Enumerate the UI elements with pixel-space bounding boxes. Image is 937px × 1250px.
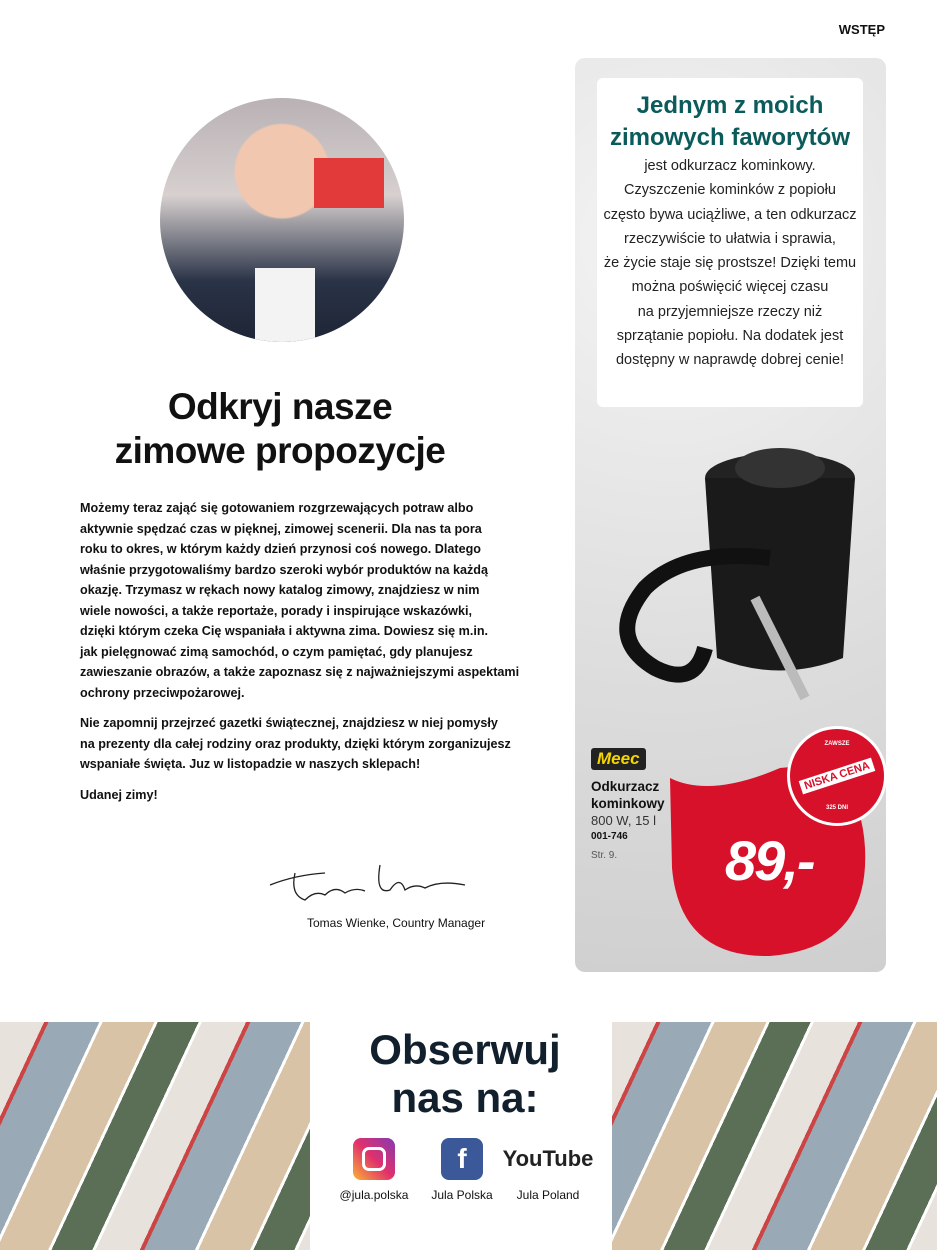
headline — [80, 385, 480, 473]
follow-title: Obserwuj nas na: — [369, 1026, 561, 1121]
product-page-ref: Str. 9. — [591, 850, 618, 861]
signer: Tomas Wienke, Country Manager — [307, 916, 486, 930]
instagram-icon — [353, 1138, 395, 1180]
text-line: często bywa uciążliwe, a ten odkurzacz — [603, 206, 857, 223]
text-line: jak pielęgnować zimą samochód, o czym pamiętać, gdy planujesz — [80, 644, 473, 659]
text-line: okazję. Trzymasz w rękach nowy katalog zimowy, znajdziesz w nim — [80, 583, 480, 597]
text-line: właśnie przygotowaliśmy bardzo szeroki wybór produktów na każdą — [80, 562, 488, 577]
text-line: dostępny w naprawdę dobrej cenie! — [615, 352, 845, 369]
instagram-link[interactable]: @jula.polska — [324, 1138, 424, 1202]
text-line: wiele nowości, a także reportaże, porady i inspirujące wskazówki, — [80, 603, 472, 618]
paragraph-1 — [80, 498, 520, 703]
product-panel — [575, 58, 886, 972]
text-line: jest odkurzacz kominkowy. — [644, 158, 816, 174]
text-line: na przyjemniejsze rzeczy niż — [637, 303, 823, 320]
text-line: wspaniałe święta. Juz w listopadzie w naszych sklepach! — [80, 757, 421, 771]
text-line: rzeczywiście to ułatwia i sprawia, — [624, 230, 836, 247]
text-line: można poświęcić więcej czasu — [631, 279, 829, 296]
text-line: zawieszanie obrazów, a także zapoznasz się z najważniejszymi aspektami — [80, 665, 520, 679]
headline-line: Odkryj nasze — [167, 386, 393, 427]
section-label: WSTĘP — [838, 22, 885, 37]
low-price-badge: ZAWSZE NISKA CENA 325 DNI — [787, 726, 887, 826]
text-line: roku to okres, w którym każdy dzień przynosi coś nowego. Dlatego — [80, 542, 481, 556]
quote-title: Jednym z moich — [636, 92, 824, 119]
headline-line: zimowe propozycje — [114, 430, 446, 471]
text-line: Czyszczenie kominków z popiołu — [624, 182, 836, 199]
paragraph-2 — [80, 713, 511, 775]
paragraph-3: Udanej zimy! — [80, 787, 158, 802]
signature — [265, 855, 475, 905]
facebook-link[interactable]: f Jula Polska — [412, 1138, 512, 1202]
product-code: 001-746 — [591, 831, 628, 842]
text-line: sprzątanie popiołu. Na dodatek jest — [616, 328, 844, 345]
text-line: aktywnie spędzać czas w pięknej, zimowej scenerii. Dla nas ta pora — [80, 521, 482, 536]
text-line: Nie zapomnij przejrzeć gazetki świątecznej, znajdziesz w niej pomysły — [80, 716, 498, 730]
photo-collage-right — [612, 1022, 937, 1250]
youtube-icon: YouTube — [502, 1146, 594, 1171]
ash-vacuum-image — [605, 438, 865, 728]
brand-logo: Meec — [591, 748, 646, 770]
text-line: że życie staje się prostsze! Dzięki temu — [603, 255, 857, 272]
price: 89,- — [725, 829, 814, 892]
intro-text — [80, 498, 520, 815]
facebook-icon: f — [441, 1138, 483, 1180]
manager-photo — [160, 98, 404, 342]
photo-collage-left — [0, 1022, 310, 1250]
text-line: dzięki którym czeka Cię wspaniała i aktywna zima. Dowiesz się m.in. — [80, 624, 489, 638]
product-spec: 800 W, 15 l — [591, 813, 657, 828]
text-line: Możemy teraz zająć się gotowaniem rozgrzewających potraw albo — [80, 501, 474, 515]
youtube-link[interactable]: YouTube Jula Poland — [498, 1138, 598, 1202]
text-line: ochrony przeciwpożarowej. — [80, 685, 245, 700]
quote-title: zimowych faworytów — [609, 124, 851, 151]
text-line: na prezenty dla całej rodziny oraz produkty, dzięki którym zorganizujesz — [80, 736, 511, 751]
product-name: Odkurzacz kominkowy — [591, 779, 665, 811]
quote-box — [597, 78, 863, 407]
